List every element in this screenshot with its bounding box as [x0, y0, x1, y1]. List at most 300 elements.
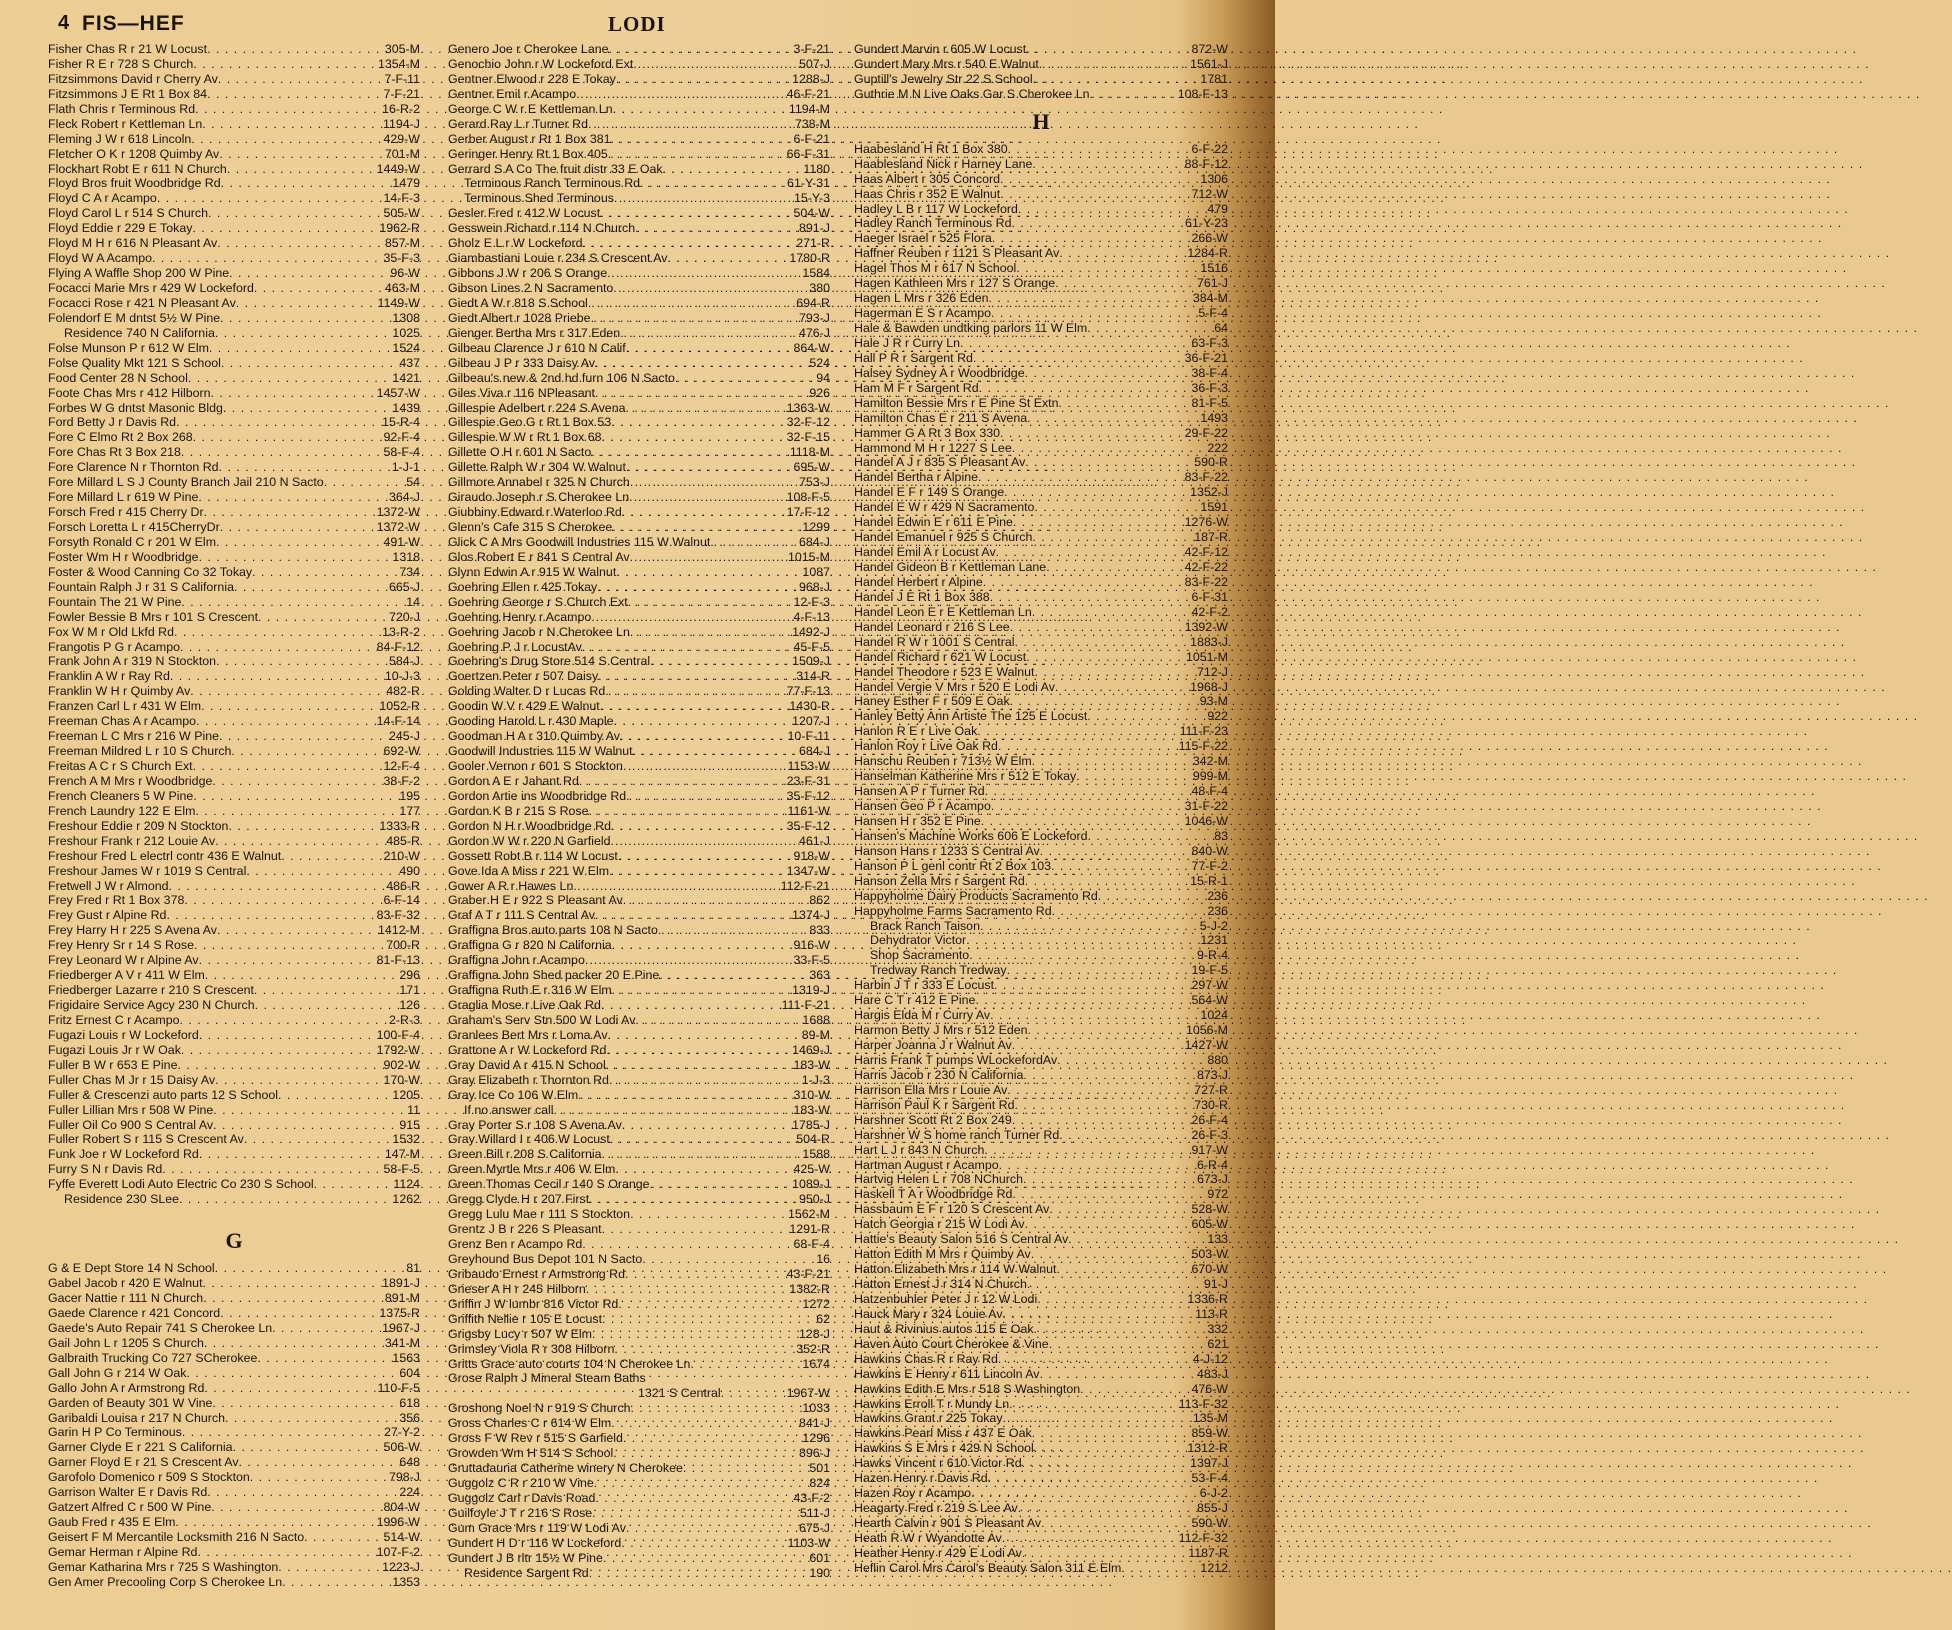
- listing-entry: [854, 709, 1228, 724]
- listing-phone: 1-J-3: [801, 1072, 830, 1087]
- listing-phone: 112-F-32: [1178, 1530, 1228, 1545]
- listing-phone: 727-R: [1194, 1082, 1228, 1097]
- listing-entry: [448, 640, 830, 655]
- listing-entry: [48, 580, 420, 595]
- leader-dots: [1026, 650, 1185, 665]
- listing-phone: 42-F-2: [1191, 604, 1228, 619]
- listing-name: Harper Joanna J r Walnut Av: [854, 1038, 1012, 1052]
- listing-entry: [48, 1530, 420, 1545]
- listing-name: Garofolo Domenico r 509 S Stockton: [48, 1470, 250, 1485]
- listing-entry: [854, 993, 1228, 1008]
- listing-phone: 147-M: [384, 1147, 420, 1162]
- listing-name: Handel Vergie V Mrs r 520 E Lodi Av: [854, 679, 1055, 694]
- leader-dots: [618, 849, 793, 864]
- listing-phone: 479: [1207, 201, 1228, 216]
- listing-entry: [854, 620, 1228, 635]
- listing-name: Gibson Lines 2 N Sacramento: [448, 281, 614, 295]
- listing-entry: [854, 829, 1228, 844]
- leader-dots: [1018, 1501, 1196, 1516]
- listing-phone: 1336-R: [1187, 1291, 1228, 1306]
- listing-name: Haabesland H Rt 1 Box 380: [854, 141, 1008, 156]
- listing-entry: [448, 595, 830, 610]
- listing-name: Garrison Walter E r Davis Rd: [48, 1485, 208, 1500]
- leader-dots: [635, 221, 798, 236]
- listing-phone: 314-R: [796, 669, 830, 684]
- listing-phone: 36-F-3: [1191, 380, 1228, 395]
- listing-entry: [854, 605, 1228, 620]
- listing-entry: [448, 819, 830, 834]
- leader-dots: [1088, 829, 1214, 844]
- listing-phone: 62: [816, 1311, 830, 1326]
- listing-name: Freeman Mildred L r 10 S Church: [48, 744, 232, 759]
- listing-name: Graffigna Ruth E r 316 W Elm: [448, 983, 612, 998]
- listing-phone: 10-J-3: [384, 669, 420, 684]
- leader-dots: [595, 908, 791, 923]
- leader-dots: [983, 575, 1184, 590]
- listing-phone: 111-F-23: [1179, 724, 1228, 739]
- listing-phone: 712-W: [1191, 186, 1228, 201]
- leader-dots: [640, 176, 786, 191]
- listing-phone: 111-F-21: [781, 998, 830, 1012]
- listing-phone: 915: [399, 1117, 420, 1132]
- listing-entry: [48, 1455, 420, 1470]
- listing-name: Giedt A W r 818 S School: [448, 295, 588, 310]
- listing-phone: 1584: [802, 266, 830, 281]
- leader-dots: [1034, 1441, 1187, 1456]
- leader-dots: [314, 1177, 393, 1192]
- listing-name: Gilbeau's new & 2nd hd furn 106 N Sacto: [448, 370, 675, 385]
- listing-name: Growden Wm H 514 S School: [448, 1446, 614, 1461]
- leader-dots: [166, 908, 375, 923]
- leader-dots: [589, 1192, 798, 1207]
- leader-dots: [658, 923, 808, 938]
- listing-entry: [448, 147, 830, 162]
- listing-phone: 891-J: [799, 221, 830, 236]
- listing-name: Gray Ice Co 106 W Elm: [448, 1087, 579, 1102]
- leader-dots: [611, 1416, 798, 1431]
- listing-phone: 922: [1207, 709, 1228, 724]
- listing-phone: 916-W: [793, 938, 830, 953]
- listing-phone: 1688: [802, 1012, 830, 1027]
- listing-name: Goehring Henry r Acampo: [448, 609, 592, 624]
- listing-entry: [854, 1382, 1228, 1397]
- listing-phone: 7-F-11: [384, 71, 420, 86]
- listing-entry: [854, 1367, 1228, 1382]
- listing-phone: 384-M: [1192, 291, 1228, 306]
- leader-dots: [182, 1425, 383, 1440]
- listing-entry: [448, 490, 830, 505]
- leader-dots: [254, 281, 384, 296]
- listing-entry: [48, 147, 420, 162]
- listing-entry: [48, 1575, 420, 1590]
- leader-dots: [190, 684, 385, 699]
- listing-entry: [48, 386, 420, 401]
- listing-name: Griffin J W lumbr 816 Victor Rd: [448, 1296, 619, 1311]
- leader-dots: [996, 545, 1184, 560]
- leader-dots: [198, 490, 388, 505]
- listing-phone: 1352-J: [1190, 485, 1228, 500]
- leader-dots: [1032, 1426, 1191, 1441]
- listing-phone: 1493: [1200, 410, 1228, 425]
- leader-dots: [721, 1386, 786, 1401]
- leader-dots: [1025, 455, 1193, 470]
- leader-dots: [989, 291, 1192, 306]
- listing-name: Freeman L C Mrs r 216 W Pine: [48, 729, 219, 744]
- listing-entry: [448, 923, 830, 938]
- listing-entry: [448, 729, 830, 744]
- listing-name: Giraudo Joseph r S Cherokee Ln: [448, 490, 630, 505]
- leader-dots: [207, 42, 384, 57]
- listing-phone: 590-W: [1191, 1516, 1228, 1530]
- listing-name: 1321 S Central: [638, 1386, 721, 1401]
- listing-phone: 107-F-2: [376, 1544, 420, 1559]
- leader-dots: [626, 341, 793, 356]
- listing-name: Gordon Artie ins Woodbridge Rd: [448, 788, 627, 803]
- listing-name: Hagen L Mrs r 326 Eden: [854, 291, 989, 306]
- listing-name: Hatton Ernest J r 314 N Church: [854, 1277, 1027, 1291]
- listing-name: Gaede's Auto Repair 741 S Cherokee Ln: [48, 1320, 273, 1335]
- listing-entry: [48, 415, 420, 430]
- listing-entry: [448, 1312, 830, 1327]
- leader-dots: [973, 351, 1184, 366]
- listing-phone: 45-F-5: [793, 639, 830, 654]
- listing-name: Forsyth Ronald C r 201 W Elm: [48, 534, 217, 549]
- leader-dots: [1010, 694, 1199, 709]
- listing-name: Fretwell J W r Almond: [48, 878, 169, 893]
- listing-entry: [854, 1068, 1228, 1083]
- listing-entry: [48, 1276, 420, 1291]
- listing-entry: [48, 1425, 420, 1440]
- listing-name: Gerber August r Rt 1 Box 381: [448, 131, 611, 146]
- leader-dots: [1076, 769, 1192, 784]
- listing-entry: [448, 236, 830, 251]
- leader-dots: [176, 415, 381, 430]
- listing-phone: 195: [399, 788, 420, 803]
- leader-dots: [216, 654, 388, 669]
- leader-dots: [626, 1521, 798, 1536]
- listing-name: Guggolz Carl r Davis Road: [448, 1490, 596, 1505]
- leader-dots: [991, 306, 1197, 321]
- listing-entry: [448, 1132, 830, 1147]
- listing-name: Harris Jacob r 230 N California: [854, 1067, 1024, 1082]
- listing-entry: [854, 1202, 1228, 1217]
- listing-entry: [854, 978, 1228, 993]
- listing-name: Hatton Edith M Mrs r Quimby Av: [854, 1247, 1031, 1262]
- listing-phone: 100-F-4: [376, 1027, 420, 1042]
- listing-entry: [854, 187, 1228, 202]
- listing-entry: [854, 919, 1228, 934]
- leader-dots: [609, 1073, 801, 1088]
- listing-name: Flying A Waffle Shop 200 W Pine: [48, 266, 230, 281]
- listing-name: Frangotis P G r Acampo: [48, 639, 180, 654]
- listing-name: Gemar Katharina Mrs r 725 S Washington: [48, 1559, 279, 1574]
- listing-name: Gilbeau J P r 333 Daisy Av: [448, 355, 595, 370]
- listing-phone: 491-W: [383, 534, 420, 549]
- listing-name: Gillmore Annabel r 325 N Church: [448, 475, 630, 490]
- listing-entry: [448, 1566, 830, 1581]
- leader-dots: [554, 1103, 793, 1118]
- listing-name: Gregg Lulu Mae r 111 S Stockton: [448, 1207, 631, 1222]
- listing-name: Gundert Marvin r 605 W Locust: [854, 42, 1027, 56]
- listing-phone: 1207-J: [792, 714, 830, 729]
- listing-name: Handel Richard r 621 W Locust: [854, 649, 1027, 664]
- listing-name: Gooding Harold L r 430 Maple: [448, 714, 614, 729]
- listing-entry: [448, 445, 830, 460]
- listing-phone: 950-J: [799, 1192, 830, 1207]
- leader-dots: [608, 147, 786, 162]
- listing-name: Handel Herbert r Alpine: [854, 574, 983, 589]
- listing-name: Fore Clarence N r Thornton Rd: [48, 460, 219, 475]
- listing-entry: [448, 206, 830, 221]
- listing-entry: [854, 769, 1228, 784]
- listing-name: Brack Ranch Taison: [870, 918, 980, 933]
- listing-phone: 761-J: [1197, 276, 1228, 291]
- listing-entry: [48, 1132, 420, 1147]
- leader-dots: [595, 1491, 792, 1506]
- listing-phone: 91-J: [1203, 1277, 1228, 1291]
- listing-entry: [48, 1147, 420, 1162]
- leader-dots: [589, 1566, 809, 1581]
- listing-phone: 19-F-5: [1191, 963, 1228, 978]
- listing-phone: 1509-J: [792, 654, 830, 669]
- listing-phone: 1276-W: [1184, 515, 1228, 530]
- listing-name: Fleming J W r 618 Lincoln: [48, 131, 192, 146]
- listing-name: Gillette O H r 601 N Sacto: [448, 445, 592, 460]
- leader-dots: [258, 610, 388, 625]
- listing-entry: [448, 879, 830, 894]
- listing-entry: [448, 1028, 830, 1043]
- listing-phone: 673-J: [1197, 1172, 1228, 1187]
- listing-phone: 503-W: [1191, 1247, 1228, 1262]
- listing-phone: 917-W: [1191, 1142, 1228, 1157]
- listing-name: Hale & Bawden undtking parlors 11 W Elm: [854, 321, 1088, 335]
- listing-name: Goodin W V r 429 E Walnut: [448, 699, 600, 714]
- leader-dots: [1040, 1367, 1197, 1382]
- leader-dots: [1087, 321, 1213, 336]
- listing-entry: [448, 654, 830, 669]
- leader-dots: [629, 490, 785, 505]
- listing-name: Gregg Clyde H r 207 First: [448, 1192, 590, 1207]
- listing-phone: 77-F-2: [1191, 858, 1228, 873]
- listing-name: Hagel Thos M r 617 N School: [854, 261, 1017, 276]
- leader-dots: [1009, 1397, 1177, 1412]
- listing-name: Fritz Ernest C r Acampo: [48, 1012, 180, 1027]
- listing-name: Freshour Fred L electrl contr 436 E Walnut: [48, 848, 282, 863]
- listing-name: Geisert F M Mercantile Locksmith 216 N Sacto: [48, 1530, 305, 1544]
- listing-entry: [854, 560, 1228, 575]
- listing-entry: [48, 1515, 420, 1530]
- listing-name: Hanschu Reuben r 713½ W Elm: [854, 754, 1032, 769]
- listing-entry: [48, 669, 420, 684]
- listing-phone: 1153-W: [787, 759, 830, 773]
- leader-dots: [620, 326, 798, 341]
- listing-entry: [448, 998, 830, 1013]
- leader-dots: [216, 535, 382, 550]
- listing-name: Gentner Emil r Acampo: [448, 86, 577, 101]
- listing-entry: [854, 1277, 1228, 1292]
- listing-name: G & E Dept Store 14 N School: [48, 1261, 215, 1276]
- listing-entry: [48, 1470, 420, 1485]
- leader-dots: [204, 1336, 384, 1351]
- listing-name: Garner Clyde E r 221 S California: [48, 1440, 233, 1455]
- listing-name: Fuller Lillian Mrs r 508 W Pine: [48, 1102, 214, 1117]
- listing-name: Geringer Henry Rt 1 Box 405: [448, 146, 608, 161]
- leader-dots: [610, 1132, 795, 1147]
- leader-dots: [595, 356, 808, 371]
- listing-name: Haas Chris r 352 E Walnut: [854, 186, 1001, 201]
- listing-phone: 4-J-12: [1192, 1351, 1228, 1366]
- listing-name: Heather Henry r 429 E Lodi Av: [854, 1545, 1022, 1560]
- listing-entry: [448, 550, 830, 565]
- listing-phone: 605-W: [1191, 1217, 1228, 1232]
- listing-entry: [854, 933, 1228, 948]
- listing-name: Genochio John r W Lockeford Ext: [448, 56, 634, 71]
- listing-phone: 68-F-4: [793, 1237, 830, 1251]
- listing-name: Graffigna G r 820 N California: [448, 938, 612, 953]
- listing-phone: 32-F-12: [786, 415, 830, 430]
- listing-entry: [448, 460, 830, 475]
- leader-dots: [1052, 904, 1207, 919]
- listing-phone: 133: [1207, 1232, 1228, 1247]
- listing-entry: [448, 326, 830, 341]
- leader-dots: [582, 640, 793, 655]
- listing-phone: 236: [1207, 888, 1228, 903]
- leader-dots: [960, 336, 1190, 351]
- listing-phone: 1124: [393, 1177, 420, 1192]
- listing-name: French Cleaners 5 W Pine: [48, 788, 194, 803]
- listing-entry: [48, 1088, 420, 1103]
- listing-phone: 222: [1207, 440, 1228, 455]
- listing-name: Folse Quality Mkt 121 S School: [48, 355, 221, 370]
- listing-entry: [48, 1073, 420, 1088]
- listing-entry: [48, 610, 420, 625]
- listing-entry: [854, 545, 1228, 560]
- leader-dots: [579, 774, 786, 789]
- listing-name: Frey Henry Sr r 14 S Rose: [48, 938, 194, 953]
- listing-name: Graham's Serv Stn 500 W Lodi Av: [448, 1012, 636, 1027]
- listing-name: Harrison Paul K r Sargent Rd: [854, 1097, 1015, 1112]
- leader-dots: [199, 550, 392, 565]
- listing-entry: [854, 157, 1228, 172]
- leader-dots: [194, 938, 385, 953]
- listing-phone: 1479: [392, 176, 420, 191]
- leader-dots: [1040, 844, 1191, 859]
- leader-dots: [195, 102, 381, 117]
- leader-dots: [1028, 1023, 1185, 1038]
- listing-name: Hammond M H r 1227 S Lee: [854, 440, 1012, 455]
- leader-dots: [1049, 1202, 1190, 1217]
- listing-entry: [448, 1043, 830, 1058]
- leader-dots: [282, 1575, 391, 1590]
- listing-name: Granlees Bert Mrs r Loma Av: [448, 1027, 608, 1042]
- leader-dots: [1022, 1546, 1187, 1561]
- listing-phone: 621: [1207, 1336, 1228, 1351]
- listing-phone: 1089-J: [792, 1177, 830, 1192]
- listing-name: Gordon K B r 215 S Rose: [448, 803, 589, 818]
- listing-phone: 501: [809, 1461, 830, 1476]
- listing-phone: 1962-R: [379, 221, 420, 236]
- listing-entry: [448, 684, 830, 699]
- listing-phone: 1967-J: [382, 1320, 420, 1335]
- listing-entry: [448, 102, 830, 117]
- listing-phone: 14-F-3: [383, 191, 420, 206]
- listing-name: Handel Emil A r Locust Av: [854, 545, 996, 560]
- listing-phone: 89-M: [801, 1027, 830, 1042]
- listing-name: Haney Esther F r 509 E Oak: [854, 694, 1010, 709]
- listing-phone: 26-F-3: [1191, 1127, 1228, 1142]
- page-city: LODI: [608, 12, 666, 36]
- listing-name: Handel R W r 1001 S Central: [854, 634, 1015, 649]
- leader-dots: [1008, 142, 1191, 157]
- leader-dots: [175, 1515, 375, 1530]
- listing-phone: 675-J: [799, 1520, 830, 1535]
- listing-phone: 1149-W: [377, 295, 420, 310]
- listing-name: Haas Albert r 305 Concord: [854, 171, 1001, 186]
- leader-dots: [223, 401, 392, 416]
- listing-entry: [448, 968, 830, 983]
- listing-phone: 1318: [392, 549, 420, 564]
- listing-name: Gentner Elwood r 228 E Tokay: [448, 71, 616, 86]
- leader-dots: [631, 1401, 802, 1416]
- listing-entry: [48, 1177, 420, 1192]
- listing-entry: [854, 1083, 1228, 1098]
- listing-name: Fore Chas Rt 3 Box 218: [48, 445, 181, 460]
- listing-entry: [448, 1327, 830, 1342]
- listing-name: Handel Theodore r 523 E Walnut: [854, 664, 1035, 679]
- leader-dots: [979, 381, 1191, 396]
- listing-name: Gordon W W r 220 N Garfield: [448, 833, 611, 848]
- listing-phone: 6-F-21: [793, 131, 830, 146]
- listing-name: Giubbiny Edward r Waterloo Rd: [448, 505, 622, 520]
- listing-phone: 1532: [392, 1132, 420, 1147]
- listing-phone: 584-J: [389, 654, 420, 669]
- listing-name: Griffith Nellie r 105 E Locust: [448, 1311, 603, 1326]
- leader-dots: [650, 1177, 792, 1192]
- leader-dots: [971, 1486, 1199, 1501]
- leader-dots: [204, 505, 376, 520]
- listing-name: Graffigna Bros auto parts 108 N Sacto: [448, 923, 658, 938]
- listing-entry: [854, 396, 1228, 411]
- listing-entry: [448, 804, 830, 819]
- leader-dots: [602, 1222, 789, 1237]
- listing-entry: [48, 1381, 420, 1396]
- listing-phone: 94: [816, 370, 830, 385]
- listing-entry: [48, 1043, 420, 1058]
- listing-name: Handel Leonard r 216 S Lee: [854, 619, 1010, 634]
- listing-entry: [48, 774, 420, 789]
- listing-phone: 528-W: [1191, 1202, 1228, 1217]
- listing-phone: 648: [399, 1455, 420, 1470]
- listing-name: Gordon A E r Jahant Rd: [448, 773, 579, 788]
- leader-dots: [1025, 874, 1189, 889]
- leader-dots: [220, 520, 376, 535]
- listing-name: Ham M F r Sargent Rd: [854, 380, 979, 395]
- leader-dots: [1025, 1217, 1191, 1232]
- listing-name: Fox W M r Old Lkfd Rd: [48, 624, 174, 639]
- listing-name: Guggolz C R r 210 W Vine: [448, 1476, 594, 1490]
- leader-dots: [201, 699, 378, 714]
- leader-dots: [197, 1545, 375, 1560]
- listing-entry: [448, 1357, 830, 1372]
- listing-phone: 15-R-1: [1190, 873, 1228, 888]
- listing-entry: [854, 172, 1228, 187]
- listing-name: Hart L J r 843 N Church: [854, 1142, 985, 1157]
- listing-name: Hamilton Chas E r 211 S Avena: [854, 410, 1028, 425]
- leader-dots: [1055, 680, 1189, 695]
- listing-entry: [854, 1008, 1228, 1023]
- leader-dots: [628, 595, 793, 610]
- listing-entry: [48, 1411, 420, 1426]
